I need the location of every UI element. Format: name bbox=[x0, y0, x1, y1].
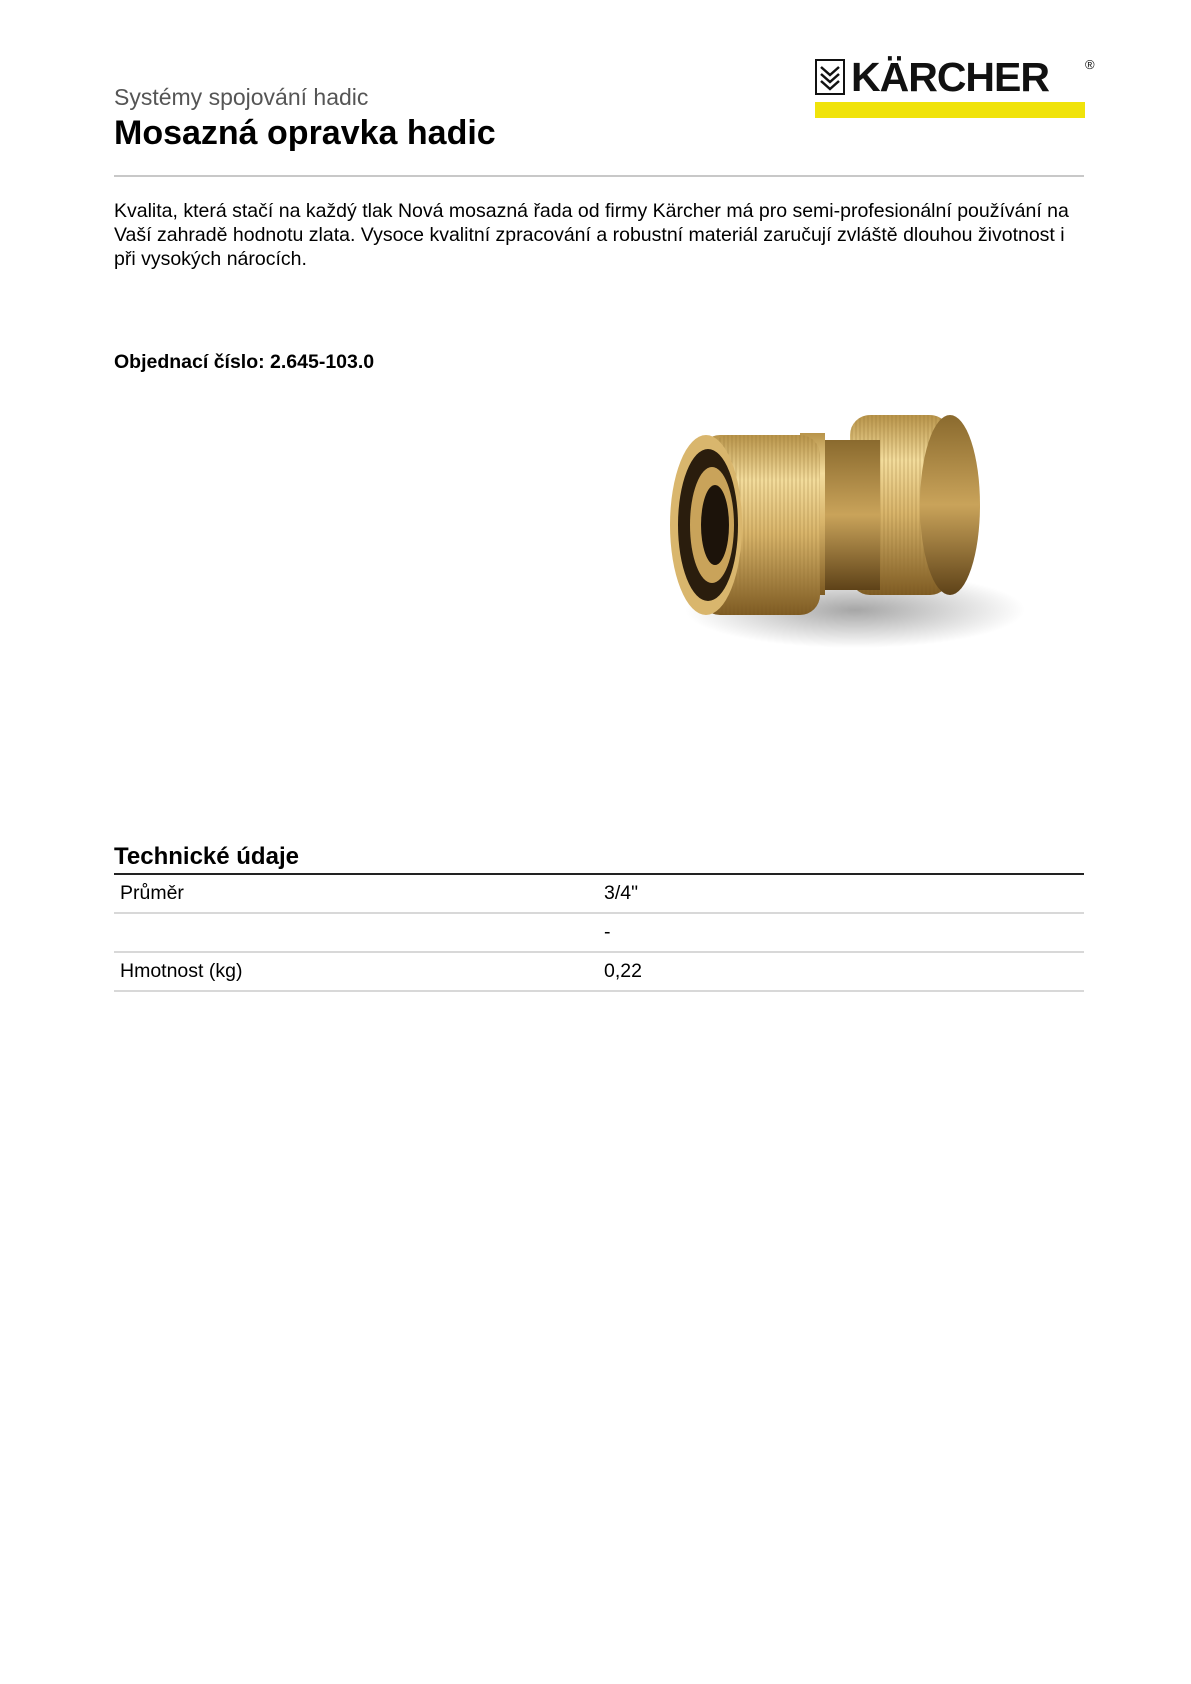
spec-label: Průměr bbox=[114, 875, 598, 913]
registered-mark: ® bbox=[1085, 57, 1095, 72]
spec-label: Hmotnost (kg) bbox=[114, 952, 598, 991]
table-row bbox=[114, 952, 1084, 991]
brand-wordmark: KÄRCHER bbox=[851, 54, 1049, 100]
spec-value: 3/4" bbox=[598, 875, 1084, 913]
brand-logo bbox=[815, 54, 1100, 119]
product-image-brass-hose-repair-connector bbox=[670, 405, 1030, 665]
product-description: Kvalita, která stačí na každý tlak Nová mosazná řada od firmy Kärcher má pro semi-profesionální používání na Vaší zahradě hodnotu zlata. Vysoce kvalitní zpracování a robustní materiál zaručují zvláště dlouhou životnost i při vysokých nárocích. bbox=[114, 200, 1069, 270]
product-title: Mosazná opravka hadic bbox=[114, 114, 496, 152]
karcher-emblem-icon bbox=[815, 59, 845, 95]
order-number-value: 2.645-103.0 bbox=[270, 351, 375, 373]
specs-table bbox=[114, 875, 1084, 992]
spec-value: - bbox=[598, 913, 1084, 952]
order-number bbox=[114, 351, 374, 374]
header-divider bbox=[114, 175, 1084, 177]
spec-value: 0,22 bbox=[598, 952, 1084, 991]
brand-yellow-bar bbox=[815, 102, 1085, 118]
order-number-label: Objednací číslo: bbox=[114, 351, 265, 373]
specs-heading: Technické údaje bbox=[114, 843, 299, 870]
table-row bbox=[114, 875, 1084, 913]
product-category: Systémy spojování hadic bbox=[114, 84, 369, 110]
spec-label bbox=[114, 913, 598, 952]
table-row bbox=[114, 913, 1084, 952]
